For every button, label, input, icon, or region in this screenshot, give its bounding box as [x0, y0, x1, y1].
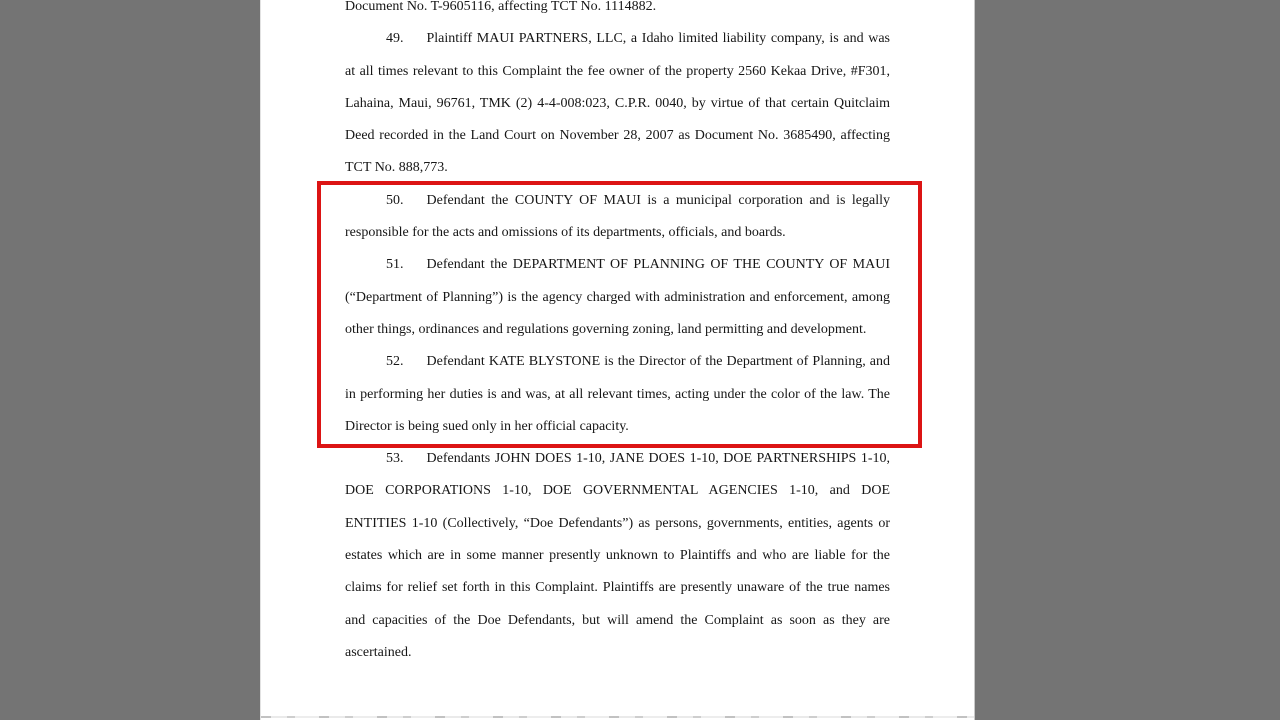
paragraph-49-number: 49. — [386, 31, 404, 47]
paragraph-53 — [345, 443, 890, 669]
paragraph-52 — [345, 346, 890, 443]
paragraph-continuation-line: Document No. T-9605116, affecting TCT No. 1114882. — [345, 0, 657, 14]
paragraph-50-text: Defendant the COUNTY OF MAUI is a municipal corporation and is legally responsible for the acts and omissions of its departments, officials, and boards. — [345, 192, 890, 241]
paragraph-53-text: Defendants JOHN DOES 1-10, JANE DOES 1-10, DOE PARTNERSHIPS 1-10, DOE CORPORATIONS 1-10, DOE GOVERNMENTAL AGENCIES 1-10, and DOE ENTITIES 1-10 (Collectively, “Doe Defendants”) as persons, governments, entities, agents or estates which are in some manner presently unknown to Plaintiffs and who are liable for the claims for relief set forth in this Complaint. Plaintiffs are presently unaware of the true names and capacities of the Doe Defendants, but will amend the Complaint as soon as they are ascertained. — [345, 451, 890, 660]
paragraph-53-number: 53. — [386, 451, 404, 467]
paragraph-50 — [345, 185, 890, 250]
document-text — [345, 0, 890, 669]
clipped-next-line — [261, 716, 974, 718]
paragraph-49-text: Plaintiff MAUI PARTNERS, LLC, a Idaho limited liability company, is and was at all times relevant to this Complaint the fee owner of the property 2560 Kekaa Drive, #F301, Lahaina, Maui, 96761, TMK (2) 4-4-008:023, C.P.R. 0040, by virtue of that certain Quitclaim Deed recorded in the Land Court on November 28, 2007 as Document No. 3685490, affecting TCT No. 888,773. — [345, 31, 890, 176]
paragraph-51-text: Defendant the DEPARTMENT OF PLANNING OF THE COUNTY OF MAUI (“Department of Planning”) is the agency charged with administration and enforcement, among other things, ordinances and regulations governing zoning, land permitting and development. — [345, 257, 890, 337]
red-annotation-box — [317, 181, 922, 448]
paragraph-50-number: 50. — [386, 192, 404, 208]
paragraph-51 — [345, 249, 890, 346]
paragraph-51-number: 51. — [386, 257, 404, 273]
paragraph-52-number: 52. — [386, 354, 404, 370]
document-page — [260, 0, 975, 720]
paragraph-52-text: Defendant KATE BLYSTONE is the Director of the Department of Planning, and in performing her duties is and was, at all relevant times, acting under the color of the law. The Director is being sued only in her official capacity. — [345, 354, 890, 434]
paragraph-49 — [345, 23, 890, 184]
